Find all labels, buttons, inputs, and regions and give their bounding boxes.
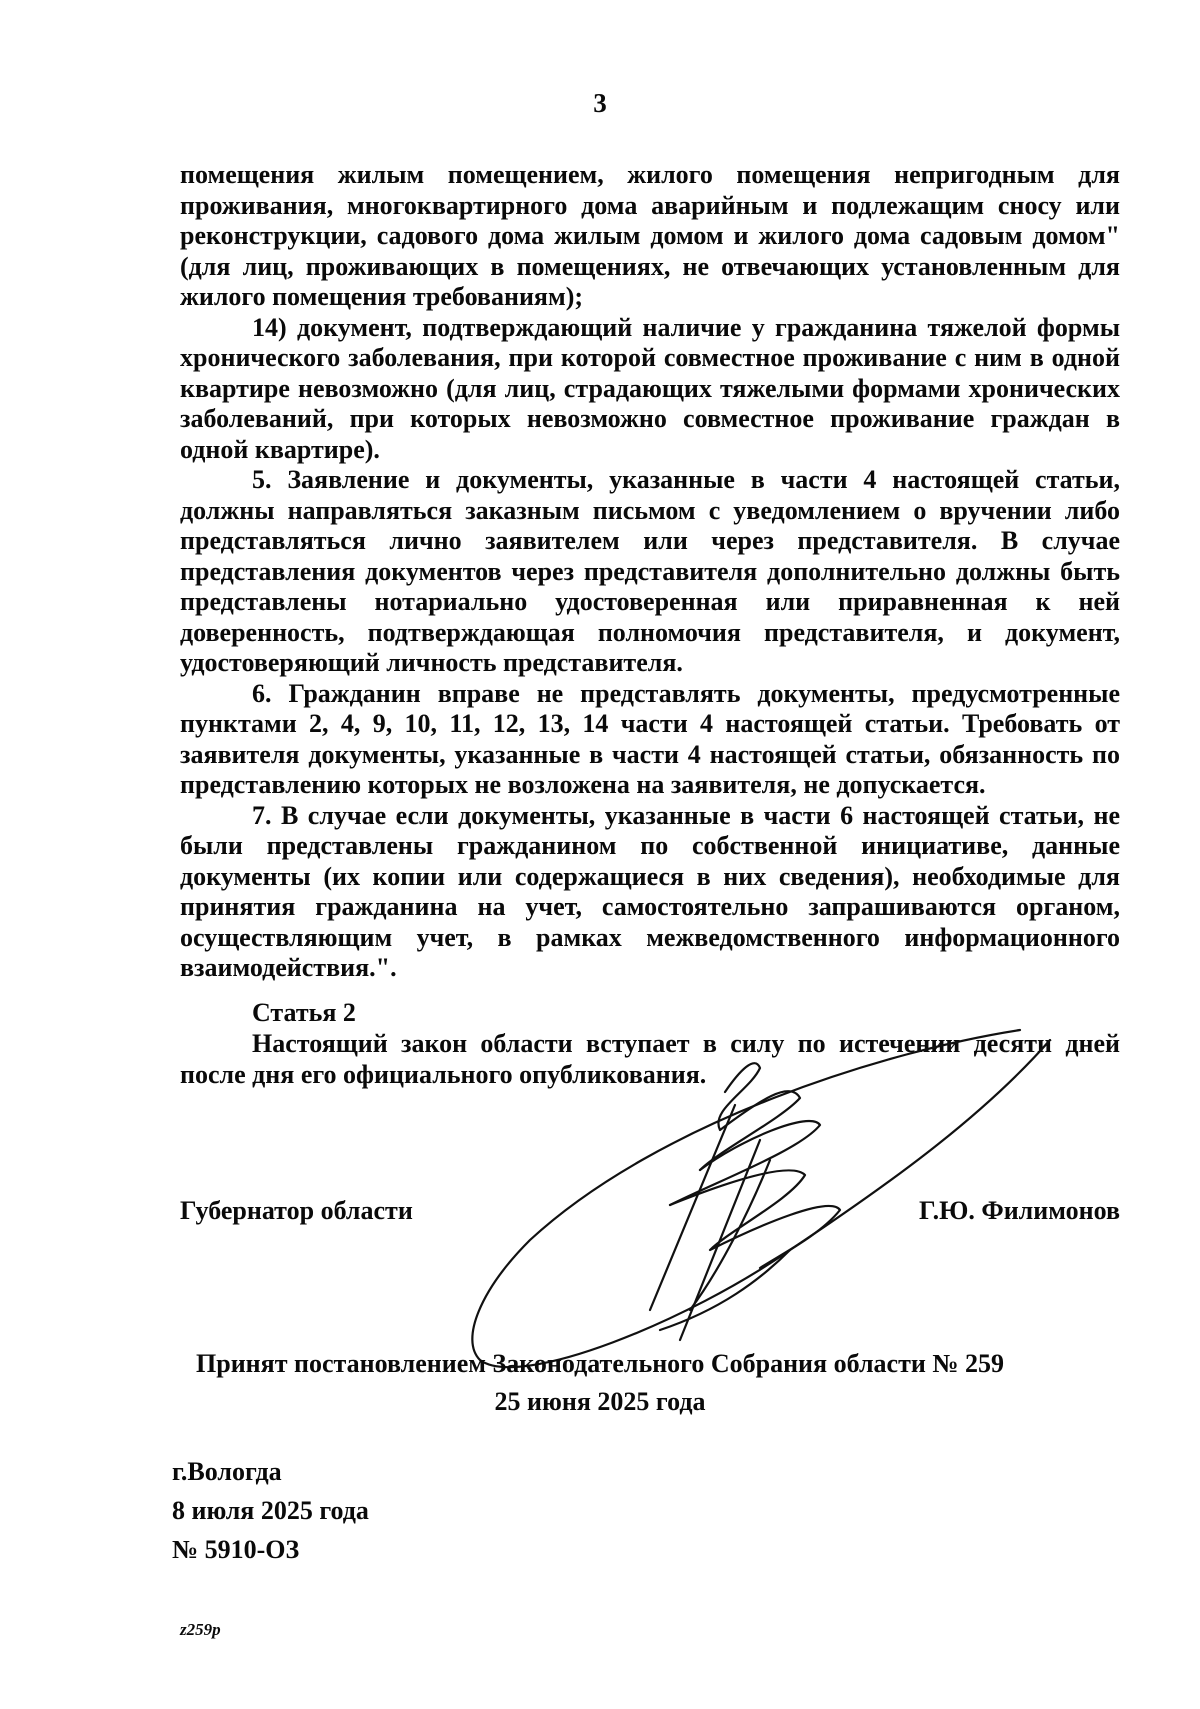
article-text: Настоящий закон области вступает в силу по истечении десяти дней после дня его официального опубликования. <box>180 1029 1120 1089</box>
law-number: № 5910-ОЗ <box>172 1535 300 1564</box>
paragraph-part-7: 7. В случае если документы, указанные в части 6 настоящей статьи, не были представлены гражданином по собственной инициативе, данные документы (их копии или содержащиеся в них сведения), необходимые для принятия гражданина на учет, самостоятельно запрашиваются органом, осуществляющим учет, в рамках межведомственного информационного взаимодействия.". <box>180 800 1120 982</box>
place-date-number <box>172 1452 369 1569</box>
law-body-text <box>180 160 1120 984</box>
signatory-position: Губернатор области <box>180 1196 413 1225</box>
paragraph-part-6: 6. Гражданин вправе не представлять документы, предусмотренные пунктами 2, 4, 9, 10, 11, 12, 13, 14 части 4 настоящей статьи. Требовать от заявителя документы, указанные в части 4 настоящей статьи, обязанность по представлению которых не возложена на заявителя, не допускается. <box>180 678 1120 799</box>
document-code: z259p <box>180 1620 221 1639</box>
adoption-line-1: Принят постановлением Законодательного Собрания области № 259 <box>196 1349 1004 1378</box>
paragraph-continuation: помещения жилым помещением, жилого помещения непригодным для проживания, многоквартирного дома аварийным и подлежащим сносу или реконструкции, садового дома жилым домом и жилого дома садовым домом" (для лиц, проживающих в помещениях, не отвечающих установленным для жилого помещения требованиям); <box>180 160 1120 311</box>
page-number: 3 <box>593 88 607 118</box>
signature-row <box>180 1196 1120 1226</box>
adoption-line-2: 25 июня 2025 года <box>494 1387 706 1416</box>
signatory-name: Г.Ю. Филимонов <box>918 1196 1120 1225</box>
city: г.Вологда <box>172 1457 282 1486</box>
paragraph-part-5: 5. Заявление и документы, указанные в части 4 настоящей статьи, должны направляться заказным письмом с уведомлением о вручении либо представляться лично заявителем или через представителя. В случае представления документов через представителя дополнительно должны быть представлены нотариально удостоверенная или приравненная к ней доверенность, подтверждающая полномочия представителя, и документ, удостоверяющий личность представителя. <box>180 465 1120 677</box>
article-title: Статья 2 <box>252 998 356 1027</box>
article-2 <box>180 997 1120 1090</box>
signing-date: 8 июля 2025 года <box>172 1496 369 1525</box>
adoption-info <box>0 1345 1200 1421</box>
paragraph-item-14: 14) документ, подтверждающий наличие у гражданина тяжелой формы хронического заболевания, при которой совместное проживание с ним в одной квартире невозможно (для лиц, страдающих тяжелыми формами хронических заболеваний, при которых невозможно совместное проживание граждан в одной квартире). <box>180 312 1120 464</box>
